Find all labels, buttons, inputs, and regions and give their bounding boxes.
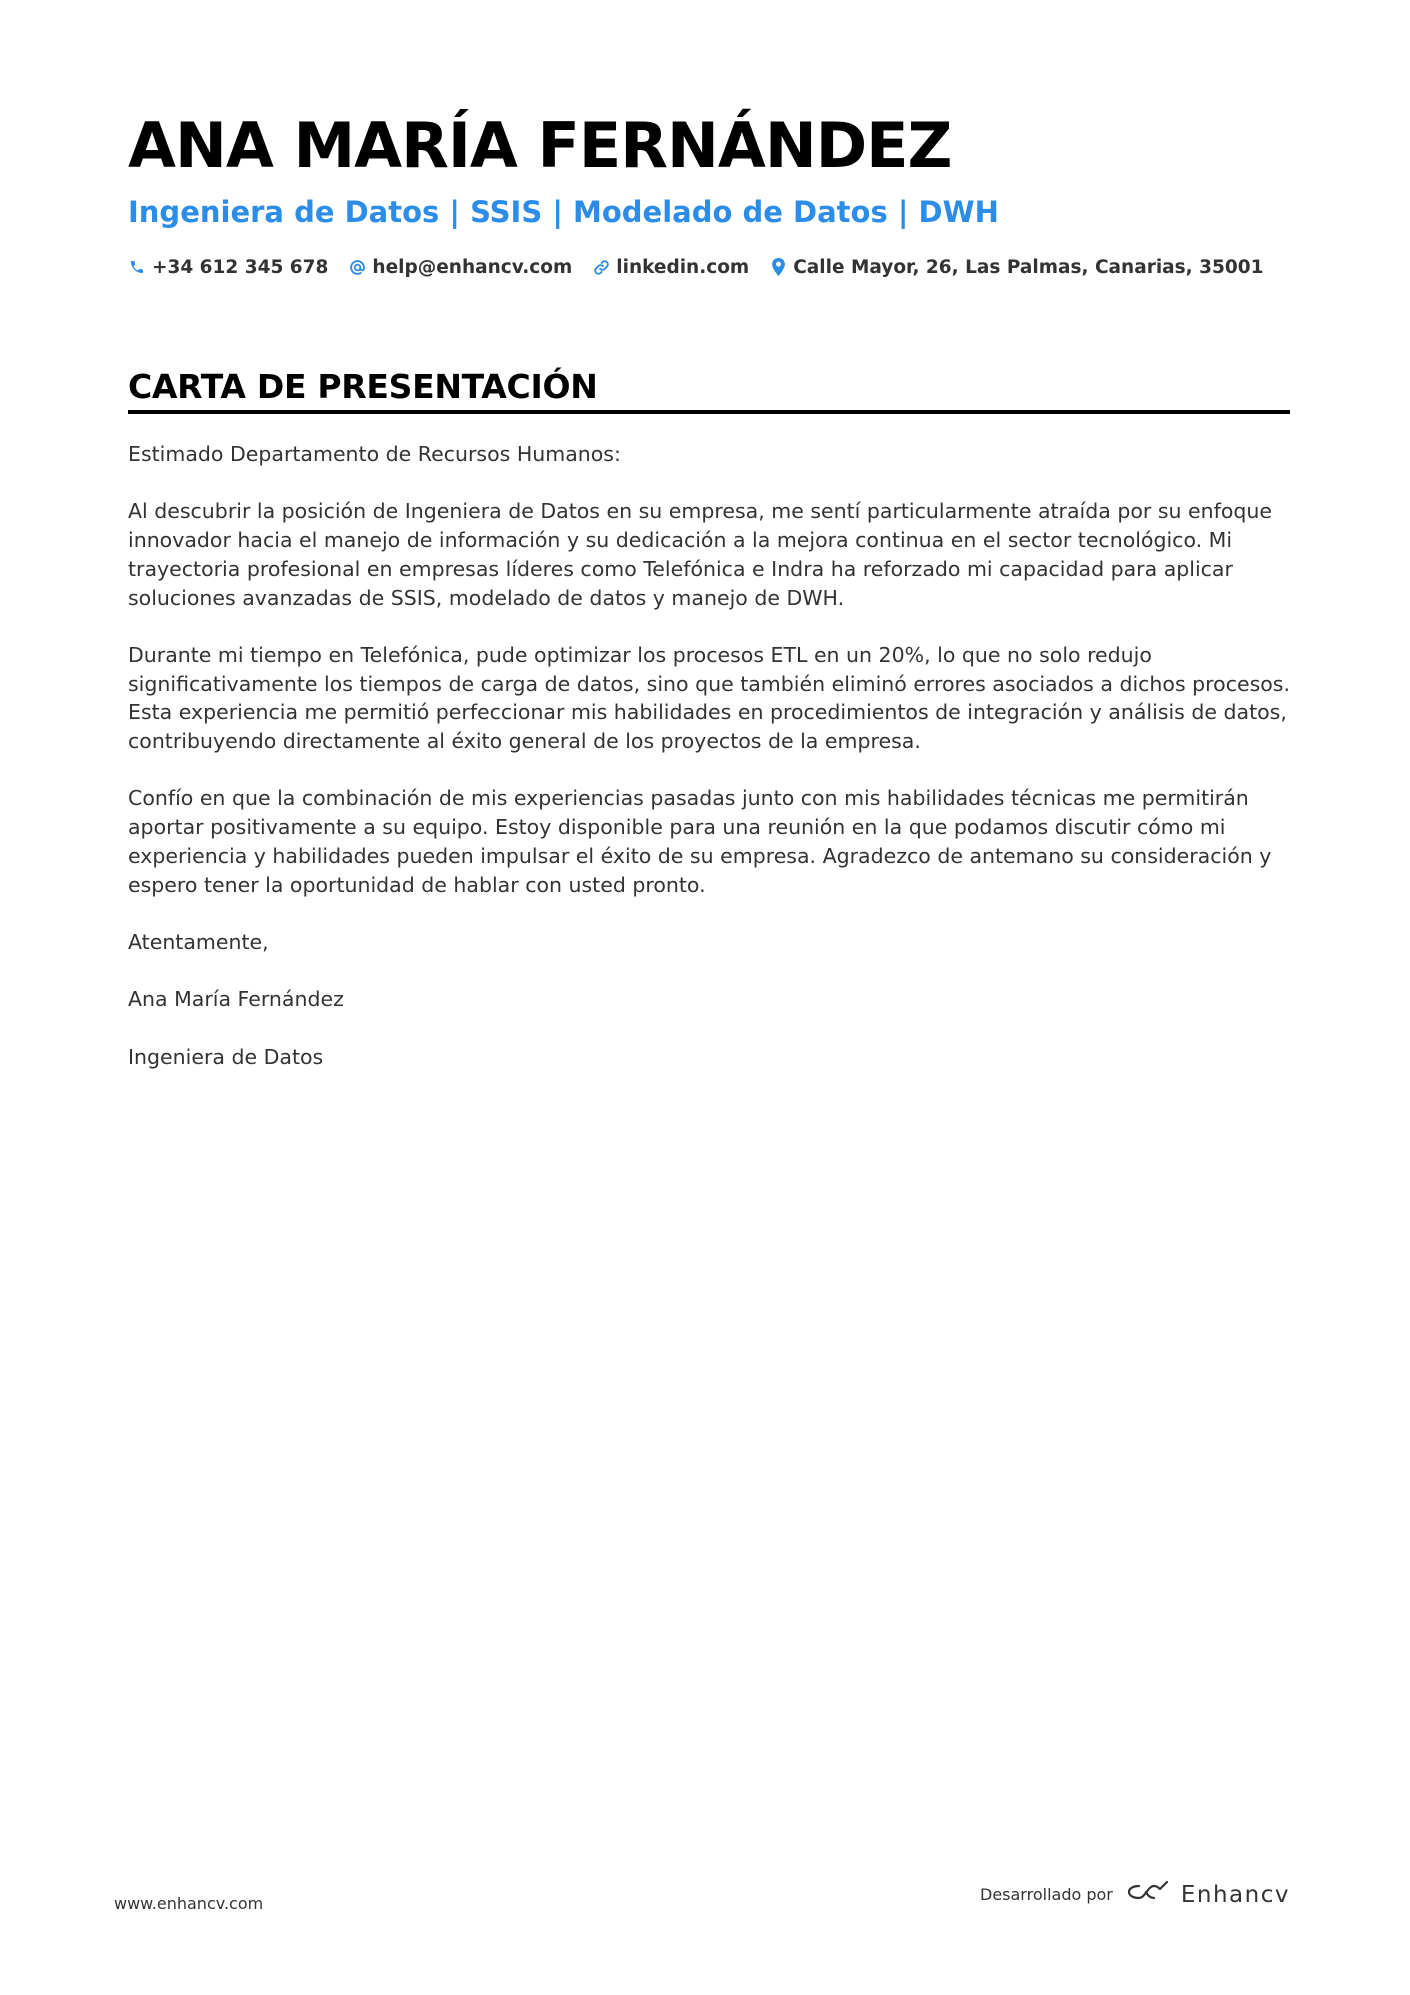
contact-email[interactable]	[348, 257, 572, 278]
closing: Atentamente,	[128, 929, 269, 954]
contact-email-text: help@enhancv.com	[372, 256, 573, 278]
at-icon	[348, 258, 366, 276]
contact-address-text: Calle Mayor, 26, Las Palmas, Canarias, 35001	[793, 256, 1264, 278]
contact-linkedin[interactable]	[592, 257, 749, 278]
enhancv-logo-icon	[1125, 1880, 1171, 1909]
contact-address	[769, 257, 1263, 278]
cover-letter-page	[128, 108, 1290, 1100]
candidate-headline: Ingeniera de Datos | SSIS | Modelado de Datos | DWH	[128, 195, 999, 229]
contact-bar	[128, 252, 1290, 282]
location-pin-icon	[769, 258, 787, 276]
letter-paragraph: Al descubrir la posición de Ingeniera de Datos en su empresa, me sentí particularmente atraída por su enfoque innovador hacia el manejo de información y su dedicación a la mejora continua en el sector tecnológico. Mi trayectoria profesional en empresas líderes como Telefónica e Indra ha reforzado mi capacidad para aplicar soluciones avanzadas de SSIS, modelado de datos y manejo de DWH.	[128, 499, 1273, 610]
candidate-name: ANA MARÍA FERNÁNDEZ	[128, 109, 952, 182]
contact-phone[interactable]	[128, 257, 328, 278]
section-divider	[128, 410, 1290, 414]
brand-name: Enhancv	[1180, 1881, 1290, 1908]
letter-paragraph: Confío en que la combinación de mis experiencias pasadas junto con mis habilidades técnicas me permitirán aportar positivamente a su equipo. Estoy disponible para una reunión en la que podamos discutir cómo mi experiencia y habilidades pueden impulsar el éxito de su empresa. Agradezco de antemano su consideración y espero tener la oportunidad de hablar con usted pronto.	[128, 786, 1272, 897]
contact-linkedin-text: linkedin.com	[616, 256, 750, 278]
signature-title: Ingeniera de Datos	[128, 1044, 324, 1069]
signature-name: Ana María Fernández	[128, 987, 344, 1012]
developed-by-label: Desarrollado por	[980, 1885, 1113, 1904]
salutation: Estimado Departamento de Recursos Humanos:	[128, 442, 621, 466]
phone-icon	[128, 258, 146, 276]
letter-body	[128, 440, 1290, 1071]
letter-paragraph: Durante mi tiempo en Telefónica, pude optimizar los procesos ETL en un 20%, lo que no solo redujo significativamente los tiempos de carga de datos, sino que también eliminó errores asociados a dichos procesos. Esta experiencia me permitió perfeccionar mis habilidades en procedimientos de integración y análisis de datos, contribuyendo directamente al éxito general de los proyectos de la empresa.	[128, 642, 1290, 753]
section-title: CARTA DE PRESENTACIÓN	[128, 367, 598, 406]
link-icon	[592, 258, 610, 276]
footer-branding	[980, 1880, 1290, 1909]
contact-phone-text: +34 612 345 678	[152, 256, 329, 278]
footer-website[interactable]: www.enhancv.com	[114, 1894, 264, 1913]
